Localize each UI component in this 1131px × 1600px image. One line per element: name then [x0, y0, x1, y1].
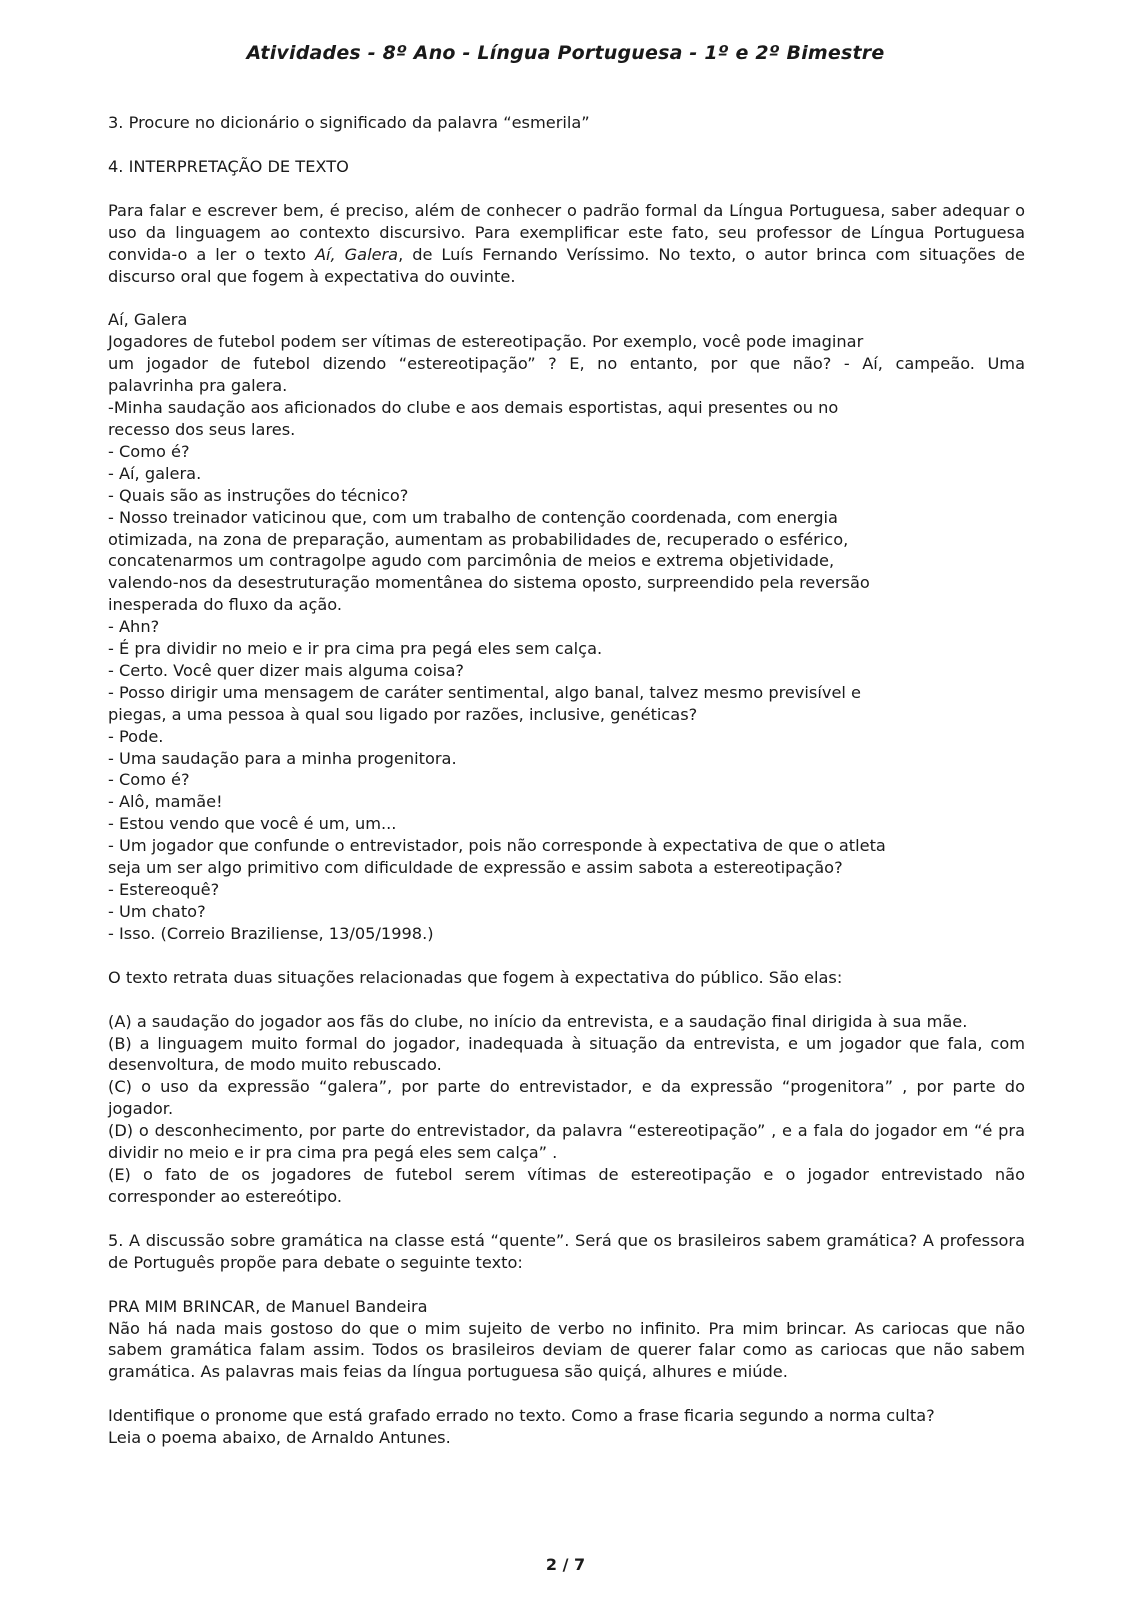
question-4-heading: 4. INTERPRETAÇÃO DE TEXTO: [108, 156, 349, 176]
text-line: otimizada, na zona de preparação, aumentam as probabilidades de, recuperado o esférico,: [108, 529, 849, 549]
text-line: seja um ser algo primitivo com dificuldade de expressão e assim sabota a estereotipação?: [108, 858, 843, 878]
text-line: - Posso dirigir uma mensagem de caráter sentimental, algo banal, talvez mesmo previsível e: [108, 682, 862, 702]
text-line: - Certo. Você quer dizer mais alguma coisa?: [108, 660, 465, 680]
option-a: (A) a saudação do jogador aos fãs do clube, no início da entrevista, e a saudação final dirigida à sua mãe.: [108, 1011, 968, 1031]
text-line: -Minha saudação aos aficionados do clube e aos demais esportistas, aqui presentes ou no: [108, 398, 839, 418]
question-5-intro: 5. A discussão sobre gramática na classe está “quente”. Será que os brasileiros sabem gramática? A professora de Português propõe para debate o seguinte texto:: [108, 1230, 1025, 1272]
text-line: Jogadores de futebol podem ser vítimas de estereotipação. Por exemplo, você pode imaginar: [108, 332, 864, 352]
answer-options: [108, 1011, 1025, 1208]
text-line: concatenarmos um contragolpe agudo com parcimônia de meios e extrema objetividade,: [108, 551, 835, 571]
text-line: - Estou vendo que você é um, um...: [108, 814, 397, 834]
question-5-text-title: PRA MIM BRINCAR, de Manuel Bandeira: [108, 1296, 428, 1316]
text-line: - Aí, galera.: [108, 463, 202, 483]
text-line: inesperada do fluxo da ação.: [108, 595, 343, 615]
text-line: - Uma saudação para a minha progenitora.: [108, 748, 457, 768]
option-d: (D) o desconhecimento, por parte do entrevistador, da palavra “estereotipação” , e a fala do jogador em “é pra dividir no meio e ir pra cima pra pegá eles sem calça” .: [108, 1121, 1025, 1163]
option-c: (C) o uso da expressão “galera”, por parte do entrevistador, e da expressão “progenitora” , por parte do jogador.: [108, 1077, 1025, 1119]
question-5-text-body: Não há nada mais gostoso do que o mim sujeito de verbo no infinito. Pra mim brincar. As cariocas que não sabem gramática falam assim. Todos os brasileiros deviam de querer falar como as cariocas que não sabem gramática. As palavras mais feias da língua portuguesa são quiçá, alhures e miúde.: [108, 1318, 1025, 1382]
reading-text-title: Aí, Galera: [108, 310, 188, 330]
question-4-prompt: O texto retrata duas situações relacionadas que fogem à expectativa do público. São elas:: [108, 967, 843, 987]
text-line: - Ahn?: [108, 617, 160, 637]
option-e: (E) o fato de os jogadores de futebol serem vítimas de estereotipação e o jogador entrevistado não corresponder ao estereótipo.: [108, 1164, 1025, 1206]
text-line: - Pode.: [108, 726, 164, 746]
question-5-next-line: Leia o poema abaixo, de Arnaldo Antunes.: [108, 1428, 451, 1448]
text-line: - Um chato?: [108, 901, 206, 921]
text-line: recesso dos seus lares.: [108, 419, 296, 439]
text-line: - Isso. (Correio Braziliense, 13/05/1998.): [108, 923, 434, 943]
option-b: (B) a linguagem muito formal do jogador, inadequada à situação da entrevista, e um jogador que fala, com desenvoltura, de modo muito rebuscado.: [108, 1033, 1025, 1075]
reading-text: [108, 309, 1025, 944]
intro-text-title: Aí, Galera: [314, 244, 399, 264]
text-line: - Como é?: [108, 441, 190, 461]
text-line: piegas, a uma pessoa à qual sou ligado por razões, inclusive, genéticas?: [108, 704, 698, 724]
text-line: - Um jogador que confunde o entrevistador, pois não corresponde à expectativa de que o atleta: [108, 836, 886, 856]
page-number: 2 / 7: [545, 1555, 586, 1574]
text-line: - Como é?: [108, 770, 190, 790]
question-5-prompt: Identifique o pronome que está grafado errado no texto. Como a frase ficaria segundo a norma culta?: [108, 1406, 935, 1426]
text-line: - Quais são as instruções do técnico?: [108, 485, 409, 505]
text-line: - Nosso treinador vaticinou que, com um trabalho de contenção coordenada, com energia: [108, 507, 838, 527]
page-header: Atividades - 8º Ano - Língua Portuguesa - 1º e 2º Bimestre: [246, 42, 885, 64]
text-line: palavrinha pra galera.: [108, 376, 288, 396]
question-4-intro: [108, 200, 1025, 288]
text-line: valendo-nos da desestruturação momentânea do sistema oposto, surpreendido pela reversão: [108, 573, 870, 593]
question-3: 3. Procure no dicionário o significado da palavra “esmerila”: [108, 113, 590, 132]
page-content: [108, 112, 1025, 1449]
intro-part-2: , de Luís Fernando Veríssimo. No texto, o autor brinca com situações de discurso oral que fogem à expectativa do ouvinte.: [108, 244, 1026, 286]
text-line: - É pra dividir no meio e ir pra cima pra pegá eles sem calça.: [108, 639, 603, 659]
text-line: - Alô, mamãe!: [108, 792, 223, 812]
text-line: um jogador de futebol dizendo “estereotipação” ? E, no entanto, por que não? - Aí, campeão. Uma: [108, 354, 1025, 374]
intro-part-1: Para falar e escrever bem, é preciso, além de conhecer o padrão formal da Língua Portuguesa, saber adequar o uso da linguagem ao contexto discursivo. Para exemplificar este fato, seu professor de Língua Portuguesa convida-o a ler o texto: [108, 200, 1025, 264]
text-line: - Estereoquê?: [108, 880, 220, 899]
